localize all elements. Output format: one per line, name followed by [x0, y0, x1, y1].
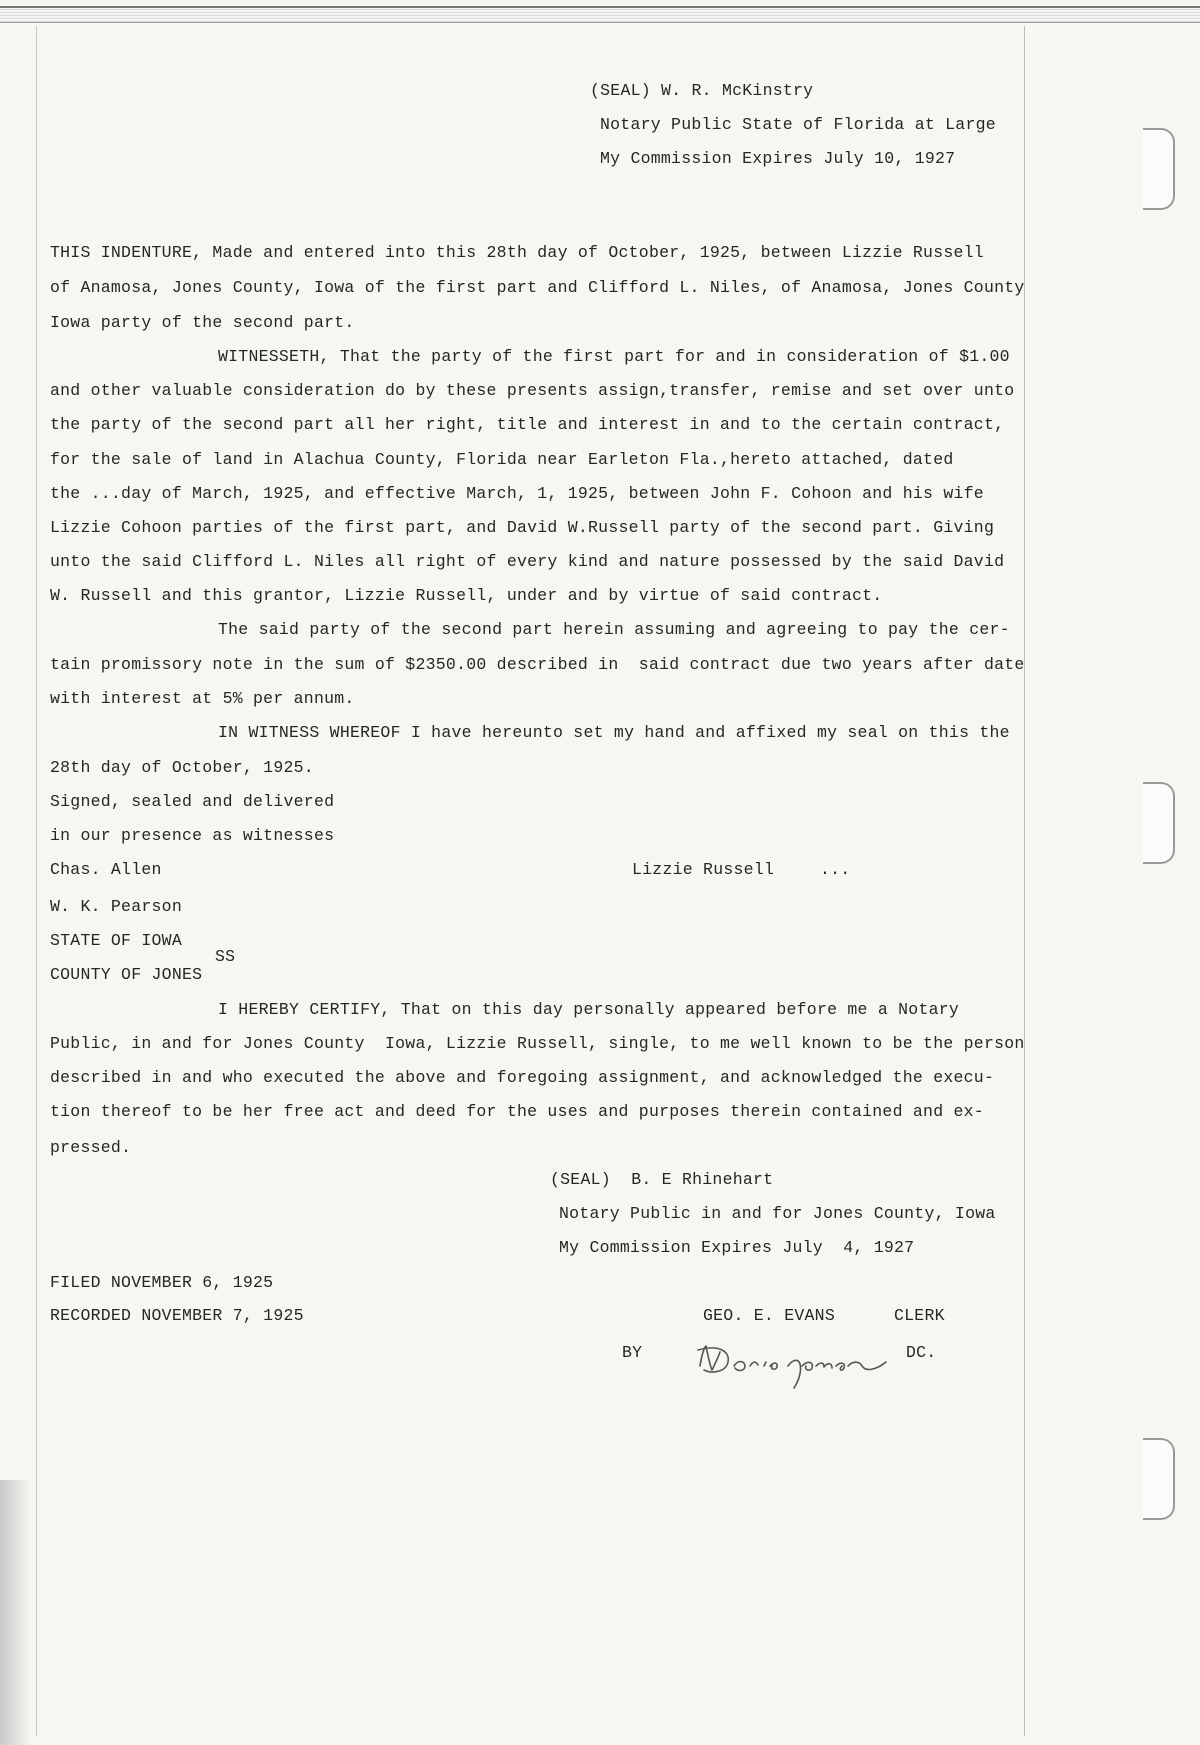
certificate-line: described in and who executed the above and foregoing assignment, and acknowledged the execu- [50, 1068, 995, 1087]
indenture-line: unto the said Clifford L. Niles all right of every kind and nature possessed by the said David [50, 552, 1005, 571]
indenture-line: Iowa party of the second part. [50, 313, 355, 332]
indenture-line: and other valuable consideration do by these presents assign,transfer, remise and set over unto [50, 381, 1015, 400]
venue-county: COUNTY OF JONES [50, 965, 203, 984]
seal-top-line1: (SEAL) W. R. McKinstry [590, 81, 814, 100]
venue-ss: SS [215, 947, 236, 966]
deputy-suffix: DC. [906, 1343, 937, 1362]
certificate-line: pressed. [50, 1138, 132, 1157]
grantor-signature: Lizzie Russell [632, 860, 775, 879]
binder-hole [1143, 1438, 1175, 1520]
certificate-line: Public, in and for Jones County Iowa, Lizzie Russell, single, to me well known to be the person [50, 1034, 1025, 1053]
by-label: BY [622, 1343, 643, 1362]
indenture-line: the ...day of March, 1925, and effective March, 1, 1925, between John F. Cohoon and his wife [50, 484, 984, 503]
indenture-line: Lizzie Cohoon parties of the first part, and David W.Russell party of the second part. Giving [50, 518, 995, 537]
indenture-line: tain promissory note in the sum of $2350.00 described in said contract due two years after date [50, 655, 1025, 674]
indenture-line: for the sale of land in Alachua County, Florida near Earleton Fla.,hereto attached, dated [50, 450, 954, 469]
binder-hole [1143, 128, 1175, 210]
seal-bottom-line1: (SEAL) B. E Rhinehart [550, 1170, 774, 1189]
indenture-line: THIS INDENTURE, Made and entered into this 28th day of October, 1925, between Lizzie Russell [50, 243, 984, 262]
handwritten-signature [690, 1336, 910, 1392]
witness-name: W. K. Pearson [50, 897, 182, 916]
seal-top-line3: My Commission Expires July 10, 1927 [600, 149, 956, 168]
venue-state: STATE OF IOWA [50, 931, 182, 950]
certificate-line: tion thereof to be her free act and deed for the uses and purposes therein contained and ex- [50, 1102, 984, 1121]
scan-shadow [0, 1480, 30, 1745]
clerk-name: GEO. E. EVANS [703, 1306, 835, 1325]
indenture-line: of Anamosa, Jones County, Iowa of the first part and Clifford L. Niles, of Anamosa, Jones County [50, 278, 1025, 297]
indenture-line: in our presence as witnesses [50, 826, 335, 845]
clerk-title: CLERK [894, 1306, 945, 1325]
indenture-line: WITNESSETH, That the party of the first part for and in consideration of $1.00 [218, 347, 1010, 366]
top-border [0, 6, 1200, 23]
left-margin-line [36, 26, 37, 1736]
filed-date: FILED NOVEMBER 6, 1925 [50, 1273, 274, 1292]
binder-hole [1143, 782, 1175, 864]
indenture-line: W. Russell and this grantor, Lizzie Russell, under and by virtue of said contract. [50, 586, 883, 605]
indenture-line: 28th day of October, 1925. [50, 758, 314, 777]
recorded-date: RECORDED NOVEMBER 7, 1925 [50, 1306, 304, 1325]
grantor-dots: ... [820, 860, 851, 879]
certificate-line: I HEREBY CERTIFY, That on this day personally appeared before me a Notary [218, 1000, 960, 1019]
seal-bottom-line3: My Commission Expires July 4, 1927 [559, 1238, 915, 1257]
indenture-line: the party of the second part all her right, title and interest in and to the certain contract, [50, 415, 1005, 434]
seal-bottom-line2: Notary Public in and for Jones County, Iowa [559, 1204, 996, 1223]
seal-top-line2: Notary Public State of Florida at Large [600, 115, 996, 134]
indenture-line: Signed, sealed and delivered [50, 792, 335, 811]
indenture-line: IN WITNESS WHEREOF I have hereunto set my hand and affixed my seal on this the [218, 723, 1010, 742]
indenture-line: The said party of the second part herein assuming and agreeing to pay the cer- [218, 620, 1010, 639]
witness-name: Chas. Allen [50, 860, 162, 879]
indenture-line: with interest at 5% per annum. [50, 689, 355, 708]
